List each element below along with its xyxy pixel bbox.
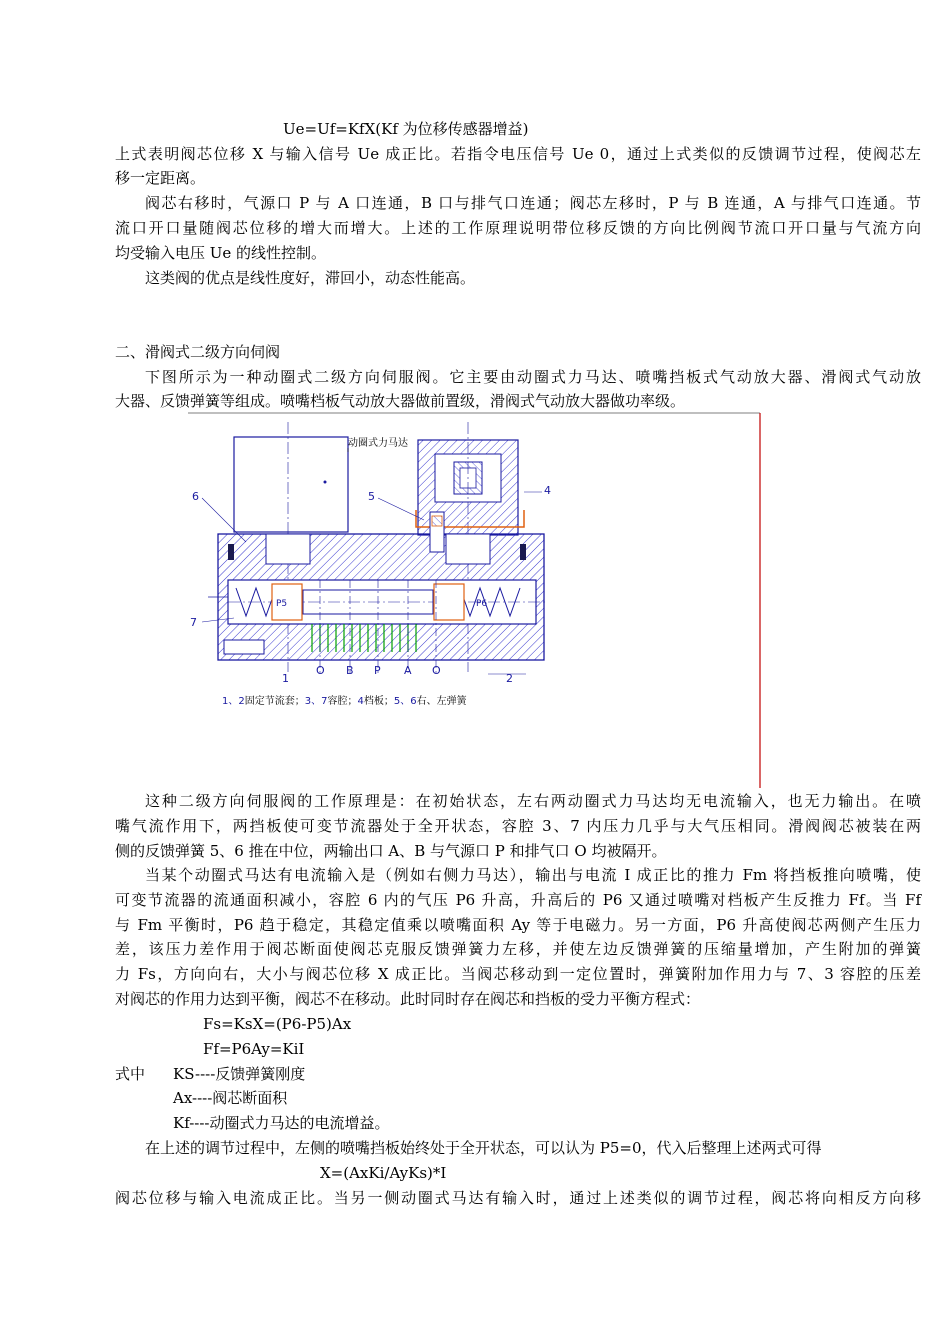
paragraph-2-line-2: 流口开口量随阀芯位移的增大而增大。上述的工作原理说明带位移反馈的方向比例阀节流口开口量与气流方向 [115,219,921,237]
paragraph-4-line-1: 下图所示为一种动圈式二级方向伺服阀。它主要由动圈式力马达、喷嘴挡板式气动放大器、滑阀式气动放 [145,368,921,386]
paragraph-6-line-4: 差，该压力差作用于阀芯断面使阀芯克服反馈弹簧力左移，并使左边反馈弹簧的压缩量增加，产生附加的弹簧 [115,940,921,958]
equation-x: X=(AxKi/AyKs)*I [320,1164,447,1182]
diagram-caption: 1、2固定节流套；3、7容腔；4档板；5、6右、左弹簧 [222,696,467,707]
label-7: 7 [190,616,197,629]
paragraph-6-line-6: 对阀芯的作用力达到平衡，阀芯不在移动。此时同时存在阀芯和挡板的受力平衡方程式： [115,990,701,1008]
paragraph-3: 这类阀的优点是线性度好，滞回小，动态性能高。 [145,269,476,287]
formula-ue: Ue=Uf=KfX(Kf 为位移传感器增益) [283,120,529,138]
paragraph-2-line-1: 阀芯右移时，气源口 P 与 A 口连通，B 口与排气口连通；阀芯左移时，P 与 B 连通，A 与排气口连通。节 [145,194,921,212]
where-label: 式中 [115,1065,146,1083]
pressure-p6: P6 [476,599,488,609]
paragraph-5-line-1: 这种二级方向伺服阀的工作原理是：在初始状态，左右两动圈式力马达均无电流输入，也无力输出。在喷 [145,792,921,810]
label-5: 5 [368,490,375,503]
paragraph-7: 在上述的调节过程中，左侧的喷嘴挡板始终处于全开状态，可以认为 P5=0，代入后整理上述两式可得 [145,1139,822,1157]
label-1: 1 [282,672,289,685]
definition-kf: Kf----动圈式力马达的电流增益。 [173,1114,390,1132]
paragraph-6-line-2: 可变节流器的流通面积减小，容腔 6 内的气压 P6 升高，升高后的 P6 又通过喷嘴对档板产生反推力 Ff。当 Ff [115,891,921,909]
port-o-right: O [432,664,441,677]
definition-ks: KS----反馈弹簧刚度 [173,1065,306,1083]
right-throttle-sleeve [434,584,464,620]
paragraph-1-line-1: 上式表明阀芯位移 X 与输入信号 Ue 成正比。若指令电压信号 Ue 0，通过上式类似的反馈调节过程，使阀芯左 [115,145,921,163]
section-heading: 二、滑阀式二级方向伺阀 [115,343,281,361]
pressure-p5: P5 [276,599,288,609]
port-o-left: O [316,664,325,677]
port-p: P [374,664,381,677]
left-motor-housing [234,437,348,532]
paragraph-4-line-2: 大器、反馈弹簧等组成。喷嘴档板气动放大器做前置级，滑阀式气动放大器做功率级。 [115,392,686,410]
label-6: 6 [192,490,199,503]
label-2: 2 [506,672,513,685]
port-b: B [346,664,354,677]
paragraph-6-line-5: 力 Fs，方向向右，大小与阀芯位移 X 成正比。当阀芯移动到一定位置时，弹簧附加作用力与 7、3 容腔的压差 [115,965,921,983]
label-4: 4 [544,484,551,497]
paragraph-6-line-3: 与 Fm 平衡时，P6 趋于稳定，其稳定值乘以喷嘴面积 Ay 等于电磁力。另一方面，P6 升高使阀芯两侧产生压力 [115,916,921,934]
paragraph-2-line-3: 均受输入电压 Ue 的线性控制。 [115,244,327,262]
equation-fs: Fs=KsX=(P6-P5)Ax [203,1015,352,1033]
paragraph-6-line-1: 当某个动圈式马达有电流输入是（例如右侧力马达），输出与电流 I 成正比的推力 Fm 将挡板推向喷嘴，使 [145,866,921,884]
motor-label: 动圈式力马达 [348,438,408,449]
equation-ff: Ff=P6Ay=KiI [203,1040,305,1058]
left-screw [224,640,264,654]
paragraph-5-line-2: 嘴气流作用下，两挡板使可变节流器处于全开状态，容腔 3、7 内压力几乎与大气压相同。滑阀阀芯被装在两 [115,817,921,835]
servo-valve-diagram [188,412,778,792]
definition-ax: Ax----阀芯断面积 [173,1089,288,1107]
paragraph-8: 阀芯位移与输入电流成正比。当另一侧动圈式马达有输入时，通过上述类似的调节过程，阀芯将向相反方向移 [115,1189,921,1207]
paragraph-1-line-2: 移一定距离。 [115,169,206,187]
paragraph-5-line-3: 侧的反馈弹簧 5、6 推在中位，两输出口 A、B 与气源口 P 和排气口 O 均被隔开。 [115,842,667,860]
port-a: A [404,664,412,677]
